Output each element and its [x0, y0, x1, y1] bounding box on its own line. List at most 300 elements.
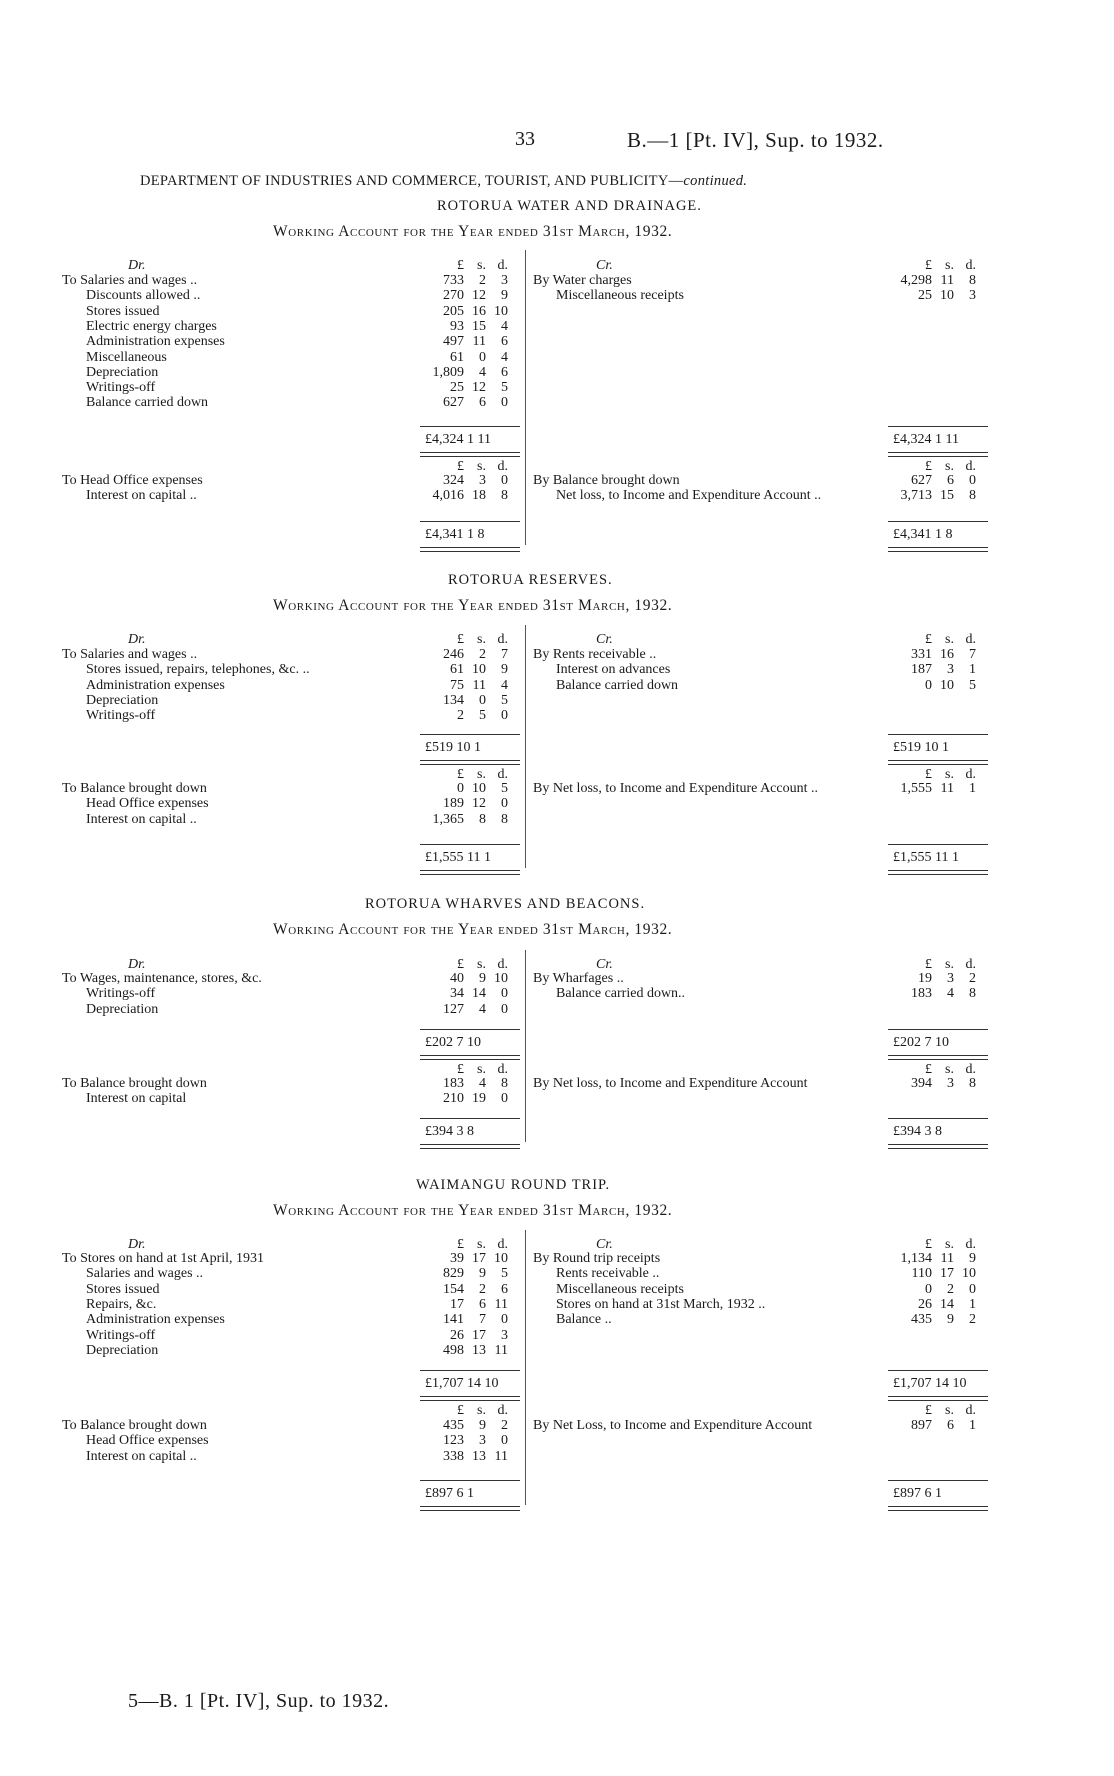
shilling-symbol: s. — [477, 1062, 486, 1077]
amount-shillings: 9 — [479, 1418, 486, 1433]
amount-pence: 8 — [969, 986, 976, 1002]
currency-header — [424, 1062, 508, 1077]
amount-shillings: 3 — [479, 473, 486, 488]
amount-pounds: 61 — [450, 662, 464, 678]
amount-pounds: 141 — [443, 1312, 464, 1328]
amount-shillings: 2 — [479, 1281, 486, 1297]
amount-pounds: 39 — [450, 1251, 464, 1266]
amount-pounds: 0 — [457, 781, 464, 796]
amount — [892, 1251, 976, 1266]
shilling-symbol: s. — [477, 459, 486, 474]
amount-pounds: 394 — [911, 1076, 932, 1091]
amount — [892, 662, 976, 677]
amount — [892, 781, 976, 796]
amount-pence: 7 — [501, 647, 508, 662]
amount-pounds: 338 — [443, 1448, 464, 1464]
amount-pounds: 829 — [443, 1266, 464, 1282]
section-title: ROTORUA WHARVES AND BEACONS. — [365, 896, 646, 912]
amount — [424, 1266, 508, 1281]
amount — [892, 678, 976, 693]
total-credit: £202 7 10 — [893, 1035, 949, 1050]
amount-shillings: 12 — [472, 380, 486, 396]
currency-header — [892, 1403, 976, 1418]
amount-shillings: 14 — [472, 986, 486, 1002]
entry-label: To Stores on hand at 1st April, 1931 — [62, 1251, 265, 1266]
amount-shillings: 4 — [479, 1076, 486, 1091]
section-subtitle: Working Account for the Year ended 31st March, 1932. — [273, 1202, 673, 1219]
pence-symbol: d. — [497, 767, 508, 782]
pence-symbol: d. — [497, 1237, 508, 1252]
total-rule — [420, 734, 520, 735]
entry-label: Writings-off — [86, 1327, 156, 1343]
amount — [892, 488, 976, 503]
entry-label: Stores issued, repairs, telephones, &c. .. — [86, 662, 310, 678]
entry-label: Writings-off — [86, 380, 156, 396]
amount — [424, 288, 508, 303]
amount — [424, 986, 508, 1001]
amount-pence: 6 — [501, 364, 508, 380]
amount-pence: 10 — [494, 303, 508, 319]
amount-pence: 8 — [501, 1076, 508, 1091]
amount-pounds: 498 — [443, 1342, 464, 1358]
amount — [424, 473, 508, 488]
total-credit: £519 10 1 — [893, 740, 949, 755]
total-credit: £4,341 1 8 — [893, 527, 953, 542]
pound-symbol: £ — [925, 957, 932, 972]
amount — [424, 1328, 508, 1343]
amount-pence: 9 — [969, 1251, 976, 1266]
amount — [424, 350, 508, 365]
amount-pence: 6 — [501, 1281, 508, 1297]
amount-shillings: 11 — [940, 273, 954, 288]
pence-symbol: d. — [497, 1403, 508, 1418]
entry-label: To Salaries and wages .. — [62, 273, 198, 288]
shilling-symbol: s. — [477, 258, 486, 273]
section-title: WAIMANGU ROUND TRIP. — [416, 1177, 611, 1193]
pence-symbol: d. — [497, 459, 508, 474]
amount-pence: 3 — [501, 1327, 508, 1343]
amount-pounds: 75 — [450, 677, 464, 693]
amount-pounds: 270 — [443, 288, 464, 304]
amount-pence: 4 — [501, 677, 508, 693]
pence-symbol: d. — [497, 957, 508, 972]
entry-label: Head Office expenses — [86, 796, 209, 812]
amount — [424, 971, 508, 986]
entry-label: By Rents receivable .. — [533, 647, 657, 662]
amount — [892, 1076, 976, 1091]
amount-shillings: 6 — [947, 1418, 954, 1433]
amount-pounds: 25 — [450, 380, 464, 396]
amount-shillings: 4 — [479, 1001, 486, 1017]
department-heading: DEPARTMENT OF INDUSTRIES AND COMMERCE, TOURIST, AND PUBLICITY—continued. — [140, 173, 748, 189]
amount — [424, 678, 508, 693]
shilling-symbol: s. — [945, 459, 954, 474]
section-subtitle: Working Account for the Year ended 31st March, 1932. — [273, 921, 673, 938]
total-rule — [420, 844, 520, 845]
entry-label: Miscellaneous receipts — [556, 1281, 684, 1297]
entry-label: To Salaries and wages .. — [62, 647, 198, 662]
currency-header — [424, 632, 508, 647]
amount — [892, 971, 976, 986]
total-rule — [888, 1118, 988, 1119]
amount — [424, 1002, 508, 1017]
amount-pence: 11 — [494, 1342, 508, 1358]
shilling-symbol: s. — [945, 957, 954, 972]
amount-shillings: 6 — [479, 1296, 486, 1312]
amount-pence: 10 — [494, 1251, 508, 1266]
pound-symbol: £ — [457, 459, 464, 474]
amount — [424, 1251, 508, 1266]
pound-symbol: £ — [925, 767, 932, 782]
amount-shillings: 11 — [472, 334, 486, 350]
total-debit: £394 3 8 — [425, 1124, 474, 1139]
entry-label: Miscellaneous — [86, 349, 167, 365]
entry-label: Interest on capital .. — [86, 811, 197, 827]
pound-symbol: £ — [925, 1237, 932, 1252]
pound-symbol: £ — [925, 258, 932, 273]
amount-pounds: 134 — [443, 692, 464, 708]
amount-pounds: 733 — [443, 273, 464, 288]
amount-pounds: 40 — [450, 971, 464, 986]
amount-pounds: 61 — [450, 349, 464, 365]
double-rule — [420, 1506, 520, 1511]
total-debit: £202 7 10 — [425, 1035, 481, 1050]
amount-pence: 0 — [501, 986, 508, 1002]
shilling-symbol: s. — [477, 632, 486, 647]
total-debit: £4,324 1 11 — [425, 432, 491, 447]
amount-shillings: 16 — [940, 647, 954, 662]
shilling-symbol: s. — [945, 1237, 954, 1252]
total-debit: £1,555 11 1 — [425, 850, 491, 865]
amount-shillings: 11 — [940, 781, 954, 796]
amount — [424, 319, 508, 334]
amount-shillings: 13 — [472, 1342, 486, 1358]
amount-shillings: 4 — [947, 986, 954, 1002]
shilling-symbol: s. — [477, 1403, 486, 1418]
amount-pounds: 0 — [925, 677, 932, 693]
amount-shillings: 10 — [472, 781, 486, 796]
amount-pounds: 4,298 — [900, 273, 932, 288]
amount-pounds: 246 — [443, 647, 464, 662]
shilling-symbol: s. — [477, 1237, 486, 1252]
total-rule — [888, 734, 988, 735]
amount-pounds: 627 — [911, 473, 932, 488]
shilling-symbol: s. — [945, 1062, 954, 1077]
entry-label: Rents receivable .. — [556, 1266, 660, 1282]
entry-label: Interest on advances — [556, 662, 671, 678]
amount-shillings: 6 — [479, 395, 486, 411]
pound-symbol: £ — [457, 258, 464, 273]
amount-pounds: 435 — [443, 1418, 464, 1433]
currency-header — [892, 1062, 976, 1077]
amount-pounds: 26 — [918, 1296, 932, 1312]
amount-pence: 1 — [969, 781, 976, 796]
double-rule — [420, 1396, 520, 1401]
amount — [424, 1433, 508, 1448]
amount-pence: 3 — [969, 288, 976, 304]
amount-pounds: 2 — [457, 708, 464, 724]
entry-label: Stores on hand at 31st March, 1932 .. — [556, 1296, 766, 1312]
total-credit: £897 6 1 — [893, 1486, 942, 1501]
amount — [424, 647, 508, 662]
entry-label: By Net Loss, to Income and Expenditure Account — [533, 1418, 813, 1433]
entry-label: Administration expenses — [86, 677, 225, 693]
entry-label: By Net loss, to Income and Expenditure Account — [533, 1076, 808, 1091]
entry-label: By Round trip receipts — [533, 1251, 661, 1266]
column-divider — [525, 1230, 526, 1505]
amount-pence: 4 — [501, 349, 508, 365]
shilling-symbol: s. — [477, 957, 486, 972]
amount-pounds: 627 — [443, 395, 464, 411]
amount — [424, 708, 508, 723]
amount-pounds: 154 — [443, 1281, 464, 1297]
entry-label: Repairs, &c. — [86, 1296, 157, 1312]
credit-header: Cr. — [596, 258, 613, 273]
pence-symbol: d. — [965, 258, 976, 273]
amount-shillings: 18 — [472, 488, 486, 504]
pence-symbol: d. — [497, 1062, 508, 1077]
column-divider — [525, 625, 526, 868]
double-rule — [888, 452, 988, 457]
total-rule — [420, 1029, 520, 1030]
amount-pounds: 183 — [443, 1076, 464, 1091]
amount — [892, 1266, 976, 1281]
double-rule — [888, 547, 988, 552]
pound-symbol: £ — [457, 957, 464, 972]
entry-label: Writings-off — [86, 986, 156, 1002]
amount — [424, 334, 508, 349]
credit-header: Cr. — [596, 1237, 613, 1252]
pound-symbol: £ — [457, 1403, 464, 1418]
amount-shillings: 15 — [940, 488, 954, 504]
total-rule — [420, 1370, 520, 1371]
credit-header: Cr. — [596, 632, 613, 647]
amount-pounds: 435 — [911, 1312, 932, 1328]
double-rule — [420, 547, 520, 552]
amount-pounds: 187 — [911, 662, 932, 678]
entry-label: Depreciation — [86, 1342, 159, 1358]
amount-shillings: 3 — [479, 1433, 486, 1449]
amount-shillings: 10 — [940, 288, 954, 304]
entry-label: Stores issued — [86, 303, 160, 319]
double-rule — [888, 1144, 988, 1149]
page-footer: 5—B. 1 [Pt. IV], Sup. to 1932. — [128, 1690, 390, 1712]
total-rule — [420, 521, 520, 522]
entry-label: Writings-off — [86, 708, 156, 724]
entry-label: Interest on capital .. — [86, 1448, 197, 1464]
amount-pence: 2 — [501, 1418, 508, 1433]
double-rule — [888, 1396, 988, 1401]
debit-header: Dr. — [128, 1237, 146, 1252]
double-rule — [420, 760, 520, 765]
amount-pence: 3 — [501, 273, 508, 288]
amount-pence: 1 — [969, 662, 976, 678]
amount-shillings: 9 — [479, 1266, 486, 1282]
amount-pounds: 497 — [443, 334, 464, 350]
amount-shillings: 8 — [479, 811, 486, 827]
amount — [892, 1418, 976, 1433]
amount-pence: 1 — [969, 1296, 976, 1312]
amount-pence: 8 — [501, 488, 508, 504]
entry-label: To Balance brought down — [62, 781, 207, 796]
amount-pounds: 93 — [450, 318, 464, 334]
amount-shillings: 17 — [472, 1327, 486, 1343]
amount — [424, 1343, 508, 1358]
amount-pence: 0 — [501, 708, 508, 724]
amount — [424, 380, 508, 395]
entry-label: Interest on capital .. — [86, 488, 197, 504]
amount-shillings: 11 — [472, 677, 486, 693]
pence-symbol: d. — [965, 1062, 976, 1077]
section-subtitle: Working Account for the Year ended 31st March, 1932. — [273, 597, 673, 614]
entry-label: Stores issued — [86, 1281, 160, 1297]
amount-pence: 0 — [501, 473, 508, 488]
amount-pounds: 1,365 — [432, 811, 464, 827]
entry-label: Balance .. — [556, 1312, 612, 1328]
amount-pence: 0 — [501, 1001, 508, 1017]
double-rule — [420, 1055, 520, 1060]
amount-pence: 0 — [969, 473, 976, 488]
amount-shillings: 12 — [472, 288, 486, 304]
amount-shillings: 0 — [479, 692, 486, 708]
amount-pence: 10 — [962, 1266, 976, 1282]
amount-pence: 4 — [501, 318, 508, 334]
entry-label: To Balance brought down — [62, 1076, 207, 1091]
amount-pence: 2 — [969, 1312, 976, 1328]
amount-shillings: 9 — [479, 971, 486, 986]
amount — [892, 647, 976, 662]
amount — [424, 662, 508, 677]
amount-pounds: 210 — [443, 1091, 464, 1107]
currency-header — [424, 258, 508, 273]
amount-pence: 6 — [501, 334, 508, 350]
amount-shillings: 12 — [472, 796, 486, 812]
pound-symbol: £ — [925, 632, 932, 647]
amount — [424, 693, 508, 708]
amount-pounds: 123 — [443, 1433, 464, 1449]
amount-pounds: 897 — [911, 1418, 932, 1433]
amount-shillings: 2 — [479, 647, 486, 662]
debit-header: Dr. — [128, 258, 146, 273]
shilling-symbol: s. — [945, 1403, 954, 1418]
amount-shillings: 3 — [947, 971, 954, 986]
currency-header — [892, 957, 976, 972]
amount-pence: 8 — [969, 1076, 976, 1091]
total-rule — [888, 521, 988, 522]
amount-pounds: 19 — [918, 971, 932, 986]
shilling-symbol: s. — [945, 767, 954, 782]
currency-header — [892, 459, 976, 474]
amount-pence: 10 — [494, 971, 508, 986]
amount-pounds: 1,809 — [432, 364, 464, 380]
entry-label: Balance carried down — [86, 395, 209, 411]
amount-shillings: 10 — [472, 662, 486, 678]
pence-symbol: d. — [965, 767, 976, 782]
total-rule — [888, 1029, 988, 1030]
amount-shillings: 14 — [940, 1296, 954, 1312]
amount-pence: 5 — [501, 380, 508, 396]
amount — [424, 1076, 508, 1091]
entry-label: By Net loss, to Income and Expenditure Account .. — [533, 781, 818, 796]
amount-pounds: 189 — [443, 796, 464, 812]
entry-label: To Head Office expenses — [62, 473, 203, 488]
currency-header — [892, 1237, 976, 1252]
entry-label: Balance carried down — [556, 677, 679, 693]
amount-shillings: 17 — [472, 1251, 486, 1266]
total-rule — [888, 844, 988, 845]
entry-label: Depreciation — [86, 692, 159, 708]
pound-symbol: £ — [925, 459, 932, 474]
amount-pence: 5 — [969, 677, 976, 693]
amount-pounds: 324 — [443, 473, 464, 488]
currency-header — [424, 459, 508, 474]
amount-shillings: 7 — [479, 1312, 486, 1328]
amount-pounds: 110 — [911, 1266, 932, 1282]
pence-symbol: d. — [497, 632, 508, 647]
amount-pence: 0 — [501, 1091, 508, 1107]
debit-header: Dr. — [128, 957, 146, 972]
total-debit: £897 6 1 — [425, 1486, 474, 1501]
total-debit: £1,707 14 10 — [425, 1376, 499, 1391]
total-rule — [420, 426, 520, 427]
amount-shillings: 15 — [472, 318, 486, 334]
amount-pence: 8 — [969, 488, 976, 504]
amount — [424, 395, 508, 410]
entry-label: Salaries and wages .. — [86, 1266, 204, 1282]
amount-pence: 0 — [969, 1281, 976, 1297]
currency-header — [892, 767, 976, 782]
pound-symbol: £ — [457, 632, 464, 647]
pence-symbol: d. — [965, 459, 976, 474]
entry-label: By Balance brought down — [533, 473, 680, 488]
total-credit: £1,707 14 10 — [893, 1376, 967, 1391]
entry-label: Administration expenses — [86, 334, 225, 350]
amount-shillings: 16 — [472, 303, 486, 319]
entry-label: By Water charges — [533, 273, 632, 288]
amount-pence: 1 — [969, 1418, 976, 1433]
amount-pence: 5 — [501, 1266, 508, 1282]
amount — [892, 473, 976, 488]
entry-label: Miscellaneous receipts — [556, 288, 684, 304]
entry-label: By Wharfages .. — [533, 971, 624, 986]
amount-pounds: 1,134 — [900, 1251, 932, 1266]
amount-pounds: 4,016 — [432, 488, 464, 504]
shilling-symbol: s. — [945, 632, 954, 647]
amount-shillings: 19 — [472, 1091, 486, 1107]
amount-pounds: 331 — [911, 647, 932, 662]
amount-pounds: 17 — [450, 1296, 464, 1312]
amount — [424, 1418, 508, 1433]
total-rule — [888, 1370, 988, 1371]
amount-shillings: 11 — [940, 1251, 954, 1266]
pence-symbol: d. — [965, 1237, 976, 1252]
amount-shillings: 17 — [940, 1266, 954, 1282]
amount-pounds: 26 — [450, 1327, 464, 1343]
double-rule — [888, 870, 988, 875]
amount — [892, 986, 976, 1001]
amount — [892, 273, 976, 288]
section-title: ROTORUA WATER AND DRAINAGE. — [437, 198, 702, 214]
amount-pence: 11 — [494, 1296, 508, 1312]
pound-symbol: £ — [457, 1237, 464, 1252]
entry-label: Head Office expenses — [86, 1433, 209, 1449]
pound-symbol: £ — [457, 767, 464, 782]
amount-shillings: 2 — [947, 1281, 954, 1297]
entry-label: Balance carried down.. — [556, 986, 686, 1002]
amount-pence: 7 — [969, 647, 976, 662]
amount-pence: 0 — [501, 796, 508, 812]
amount-pence: 8 — [501, 811, 508, 827]
